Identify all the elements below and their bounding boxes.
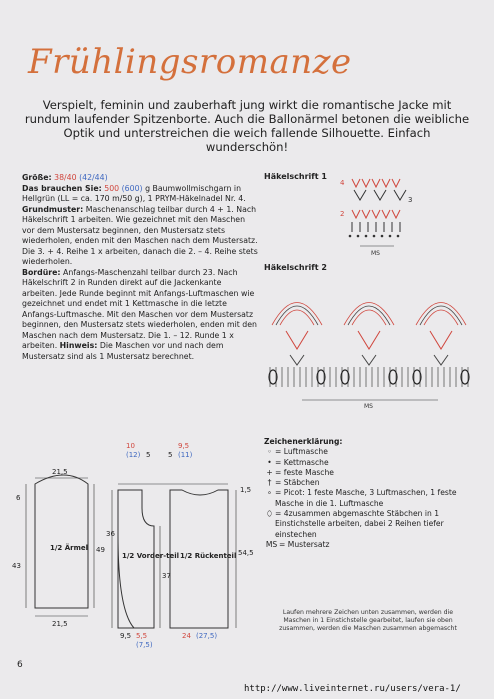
material-paragraph: [22, 184, 258, 205]
legend-item: [264, 458, 469, 468]
single-crochet-icon: +: [266, 467, 273, 477]
back-bottom-width-alt: (27,5): [196, 632, 218, 640]
size-label: Größe:: [22, 173, 52, 182]
chart1-ms-label: MS: [371, 250, 380, 257]
double-crochet-icon: †: [267, 478, 272, 488]
legend-item: [264, 488, 469, 509]
chain-stitch-icon: ◦: [267, 447, 272, 457]
sleeve-total-length: 49: [96, 546, 105, 554]
front-shoulder-width: 5: [146, 451, 151, 459]
legend-text: = Luftmasche: [275, 447, 328, 457]
legend-text: = 4zusammen abgemaschte Stäbchen in 1 Einstichstelle arbeiten, dabei 2 Reihen tiefer einstechen: [275, 509, 444, 539]
legend-heading: Zeichenerklärung:: [264, 437, 343, 446]
crochet-chart-1: [338, 172, 438, 260]
legend: [264, 437, 469, 550]
size-value: 38/40: [54, 173, 77, 182]
cluster-stitch-icon: ⬯: [267, 509, 272, 519]
back-neck-width-alt: (11): [178, 451, 193, 459]
back-length: 54,5: [238, 549, 254, 557]
chart1-row-4: 4: [340, 179, 345, 187]
sleeve-label: 1/2 Ärmel: [50, 544, 89, 552]
material-amount: 500: [104, 183, 120, 193]
back-neck-depth: 1,5: [240, 486, 252, 494]
back-label: 1/2 Rückenteil: [180, 552, 237, 560]
picot-icon: ∘: [267, 488, 272, 498]
hint-text: Die Maschen vor und nach dem Mustersatz sind als 1 Mustersatz berechnet.: [22, 341, 224, 361]
borte-paragraph: [22, 268, 258, 363]
legend-item: [264, 478, 469, 488]
legend-item: [264, 447, 469, 457]
hint-label: Hinweis:: [59, 341, 98, 350]
legend-item: [264, 540, 469, 550]
sleeve-top-width: 21,5: [52, 468, 68, 476]
sleeve-bottom-width: 21,5: [52, 620, 68, 628]
legend-text: = Mustersatz: [279, 539, 330, 549]
legend-text: = Stäbchen: [275, 478, 320, 488]
legend-text: = Picot: 1 feste Masche, 3 Luftmaschen, 1 feste Masche in die 1. Luftmasche: [275, 488, 457, 508]
material-amount-alt: (600): [121, 183, 143, 193]
page-number: 6: [17, 660, 23, 670]
chart1-heading: Häkelschrift 1: [264, 172, 327, 181]
grundmuster-text: Maschenanschlag teilbar durch 4 + 1. Nach Häkelschrift 1 arbeiten. Wie gezeichnet mit den Maschen vor dem Mustersatz beginnen, den Mustersatz stets wiederholen, enden mit den Maschen nach dem Mustersatz. Die 3. + 4. Reihe 1 x arbeiten, danach die 2. – 4. Reihe stets wiederholen.: [22, 204, 258, 266]
front-bottom-a: 9,5: [120, 632, 132, 640]
borte-label: Bordüre:: [22, 267, 61, 277]
page-title: Frühlingsromanze: [28, 42, 352, 82]
slip-stitch-icon: •: [267, 457, 272, 467]
back-bottom-width: 24: [182, 632, 191, 640]
size-paragraph: [22, 173, 258, 184]
chart2-heading: Häkelschrift 2: [264, 263, 327, 272]
sleeve-cap-depth: 6: [16, 494, 21, 502]
front-bottom-b: 5,5: [136, 632, 148, 640]
legend-text: = feste Masche: [275, 467, 334, 477]
chart1-row-2: 2: [340, 210, 345, 218]
material-label: Das brauchen Sie:: [22, 183, 102, 193]
legend-item: [264, 468, 469, 478]
source-url: http://www.liveinternet.ru/users/vera-1/: [244, 684, 461, 694]
borte-text: Anfangs-Maschenzahl teilbar durch 23. Nach Häkelschrift 2 in Runden direkt auf die Jackenkante arbeiten. Jede Runde beginnt mit Anfangs-Luftmaschen wie gezeichnet und endet mit 1 Kettmasche in die letzte Anfangs-Luftmasche. Mit den Maschen vor dem Mustersatz beginnen, den Mustersatz stets wiederholen, enden mit den Maschen nach dem Mustersatz. Die 1. – 12. Runde 1 x arbeiten.: [22, 267, 257, 350]
pattern-repeat-icon: MS: [265, 539, 278, 549]
sleeve-length: 43: [12, 562, 21, 570]
front-height-37: 37: [162, 572, 171, 580]
front-height-36: 36: [106, 530, 115, 538]
garment-schematics: [10, 440, 268, 650]
crochet-chart-2: [262, 275, 478, 411]
grundmuster-paragraph: [22, 205, 258, 268]
back-neck-width: 9,5: [178, 442, 190, 450]
chart2-ms-label: MS: [364, 403, 373, 410]
front-bottom-alt: (7,5): [136, 641, 153, 649]
legend-note: Laufen mehrere Zeichen unten zusammen, werden die Maschen in 1 Einstichstelle gearbeitet, laufen sie oben zusammen, werden die Maschen zusammen abgemascht: [279, 609, 457, 632]
grundmuster-label: Grundmuster:: [22, 204, 84, 214]
material-text: g Baumwollmischgarn in Hellgrün (LL = ca. 170 m/50 g), 1 PRYM-Häkelnadel Nr. 4.: [22, 183, 246, 203]
legend-item: [264, 509, 469, 540]
back-shoulder-width: 5: [168, 451, 173, 459]
size-value-alt: (42/44): [79, 173, 108, 182]
intro-text: Verspielt, feminin und zauberhaft jung wirkt die romantische Jacke mit rundum laufender Spitzenborte. Auch die Ballonärmel betonen die weibliche Optik und unterstreichen die weich fallende Silhouette. Einfach wunderschön!: [24, 98, 470, 154]
instructions-column: [22, 173, 258, 362]
front-neck-width: 10: [126, 442, 135, 450]
front-neck-width-alt: (12): [126, 451, 141, 459]
front-label: 1/2 Vorder-teil: [122, 552, 180, 560]
chart1-row-3: 3: [408, 196, 413, 204]
legend-text: = Kettmasche: [275, 457, 329, 467]
